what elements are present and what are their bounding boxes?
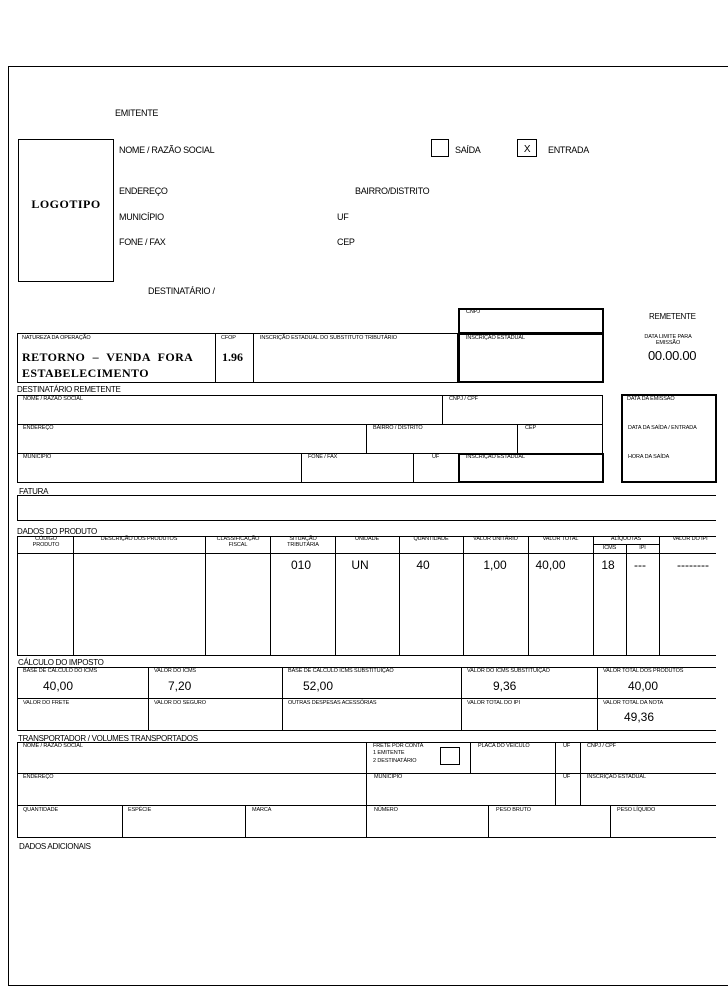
saida-checkbox[interactable] [431,139,449,157]
divider [555,742,556,805]
divider [488,805,489,838]
natureza-value-2: ESTABELECIMENTO [22,366,149,380]
dest-cnpj-label: CNPJ / CPF [449,396,478,402]
entrada-mark: X [523,144,531,155]
divider [461,667,462,731]
divider [282,667,283,731]
divider [73,536,74,656]
transp-marca-label: MARCA [252,807,272,813]
divider [122,805,123,838]
uf-label: UF [337,212,349,222]
document-frame [8,66,728,986]
transp-peso-bruto-label: PESO BRUTO [496,807,531,813]
row-ipi: --- [634,558,646,572]
ie-label: INSCRIÇÃO ESTADUAL [466,335,525,341]
total-ipi-label: VALOR TOTAL DO IPI [467,700,520,706]
dest-nome-label: NOME / RAZÃO SOCIAL [23,396,83,402]
transp-ie-label: INSCRIÇÃO ESTADUAL [587,774,646,780]
cep-label: CEP [337,237,355,247]
valor-icms-subst-value: 9,36 [493,679,517,693]
data-emissao-label: DATA DA EMISSÃO [627,396,675,402]
total-nota-value: 49,36 [624,710,655,724]
transp-nome-label: NOME / RAZÃO SOCIAL [23,743,83,749]
base-subst-value: 52,00 [303,679,334,693]
dest-endereco-label: ENDEREÇO [23,425,54,431]
hora-saida-label: HORA DA SAÍDA [628,454,670,460]
valor-icms-value: 7,20 [168,679,192,693]
row-icms: 18 [601,558,615,572]
row-valor-unitario: 1,00 [483,558,507,572]
col-icms: ICMS [602,545,617,551]
divider [245,805,246,838]
data-saida-label: DATA DA SAÍDA / ENTRADA [628,425,697,431]
dest-fone-label: FONE / FAX [308,454,338,460]
valor-icms-subst-label: VALOR DO ICMS SUBSTITUIÇÃO [467,668,550,674]
transp-uf-label: UF [563,743,571,749]
col-unidade: UNIDADE [354,536,380,542]
divider [335,536,336,656]
col-descricao: DESCRIÇÃO DOS PRODUTOS [100,536,178,542]
divider [463,536,464,656]
entrada-label: ENTRADA [548,145,589,155]
total-nota-label: VALOR TOTAL DA NOTA [603,700,664,706]
frete-label: VALOR DO FRETE [23,700,70,706]
row-unidade: UN [351,558,369,572]
divider [659,536,660,656]
divider [413,453,414,483]
cfop-label: CFOP [221,335,236,341]
dest-ie-label: INSCRIÇÃO ESTADUAL [466,454,525,460]
base-icms-label: BASE DE CÁLCULO DO ICMS [23,668,98,674]
total-produtos-label: VALOR TOTAL DOS PRODUTOS [603,668,684,674]
transp-numero-label: NÚMERO [374,807,398,813]
row-valor-ipi: -------- [677,558,709,572]
municipio-label: MUNICÍPIO [119,212,164,222]
divider [580,742,581,805]
placa-label: PLACA DO VEÍCULO [478,743,530,749]
frete-conta-2: 1 EMITENTE [373,750,405,756]
outras-label: OUTRAS DESPESAS ACESSÓRIAS [288,700,377,706]
dest-bairro-label: BAIRRO / DISTRITO [373,425,423,431]
imposto-section: CÁLCULO DO IMPOSTO [18,658,104,667]
destinatario-section: DESTINATÁRIO REMETENTE [17,385,121,394]
total-produtos-value: 40,00 [628,679,659,693]
logo-text: LOGOTIPO [31,197,101,211]
divider [301,453,302,483]
datas-box [621,394,717,483]
divider [148,667,149,731]
divider [270,536,271,656]
divider [366,742,367,838]
transp-peso-liquido-label: PESO LÍQUIDO [617,807,656,813]
cfop-value: 1.96 [222,350,243,364]
divider [593,536,594,656]
divider [215,333,216,383]
row-quantidade: 40 [416,558,430,572]
divider [597,667,598,731]
remetente-heading: REMETENTE [649,312,696,321]
col-valor-unitario: VALOR UNITÁRIO [473,536,518,542]
nome-razao-label: NOME / RAZÃO SOCIAL [119,145,215,155]
dest-cep-label: CEP [525,425,537,431]
transp-especie-label: ESPÉCIE [128,807,152,813]
row-situacao: 010 [290,558,312,572]
transp-endereco-label: ENDEREÇO [23,774,54,780]
dest-row-2 [17,424,603,454]
dest-row-1 [17,395,603,425]
base-icms-value: 40,00 [43,679,74,693]
adicionais-label: DADOS ADICIONAIS [19,842,91,851]
col-valor-total: VALOR TOTAL [542,536,579,542]
destinatario-heading: DESTINATÁRIO / [148,286,215,296]
natureza-label: NATUREZA DA OPERAÇÃO [22,335,91,341]
endereco-label: ENDEREÇO [119,186,168,196]
divider [517,424,518,454]
col-situacao: SITUAÇÃO TRIBUTÁRIA [287,536,319,548]
frete-checkbox[interactable] [440,747,460,765]
divider [253,333,254,383]
row-valor-total: 40,00 [535,558,566,572]
valor-icms-label: VALOR DO ICMS [154,668,196,674]
fone-label: FONE / FAX [119,237,166,247]
divider [442,395,443,425]
divider [17,553,716,554]
col-aliquotas: ALÍQUOTAS [610,536,642,542]
seguro-label: VALOR DO SEGURO [154,700,206,706]
produto-table [17,536,716,656]
saida-label: SAÍDA [455,145,481,155]
divider [205,536,206,656]
frete-conta-3: 2 DESTINATÁRIO [373,758,417,764]
natureza-value-1: RETORNO – VENDA FORA [22,350,194,364]
fatura-label: FATURA [19,487,49,496]
fatura-box [17,495,716,521]
transp-municipio-label: MUNICÍPIO [374,774,403,780]
produto-section: DADOS DO PRODUTO [17,527,97,536]
divider [366,424,367,454]
frete-conta-1: FRETE POR CONTA [373,743,424,749]
emitente-label: EMITENTE [115,108,159,118]
transp-uf2-label: UF [563,774,571,780]
col-ipi: IPI [639,545,646,551]
col-quantidade: QUANTIDADE [413,536,449,542]
transp-quantidade-label: QUANTIDADE [23,807,59,813]
divider [610,805,611,838]
col-codigo: CÓDIGO PRODUTO [32,536,60,548]
bairro-label: BAIRRO/DISTRITO [355,186,430,196]
dest-uf-label: UF [432,454,440,460]
col-valor-ipi: VALOR DO IPI [672,536,708,542]
divider [399,536,400,656]
transportador-section: TRANSPORTADOR / VOLUMES TRANSPORTADOS [18,734,198,743]
ie-subst-label: INSCRIÇÃO ESTADUAL DO SUBSTITUTO TRIBUTÁRIO [260,335,397,341]
transp-cnpj-label: CNPJ / CPF [587,743,616,749]
base-subst-label: BASE DE CÁLCULO ICMS SUBSTITUIÇÃO [288,668,394,674]
data-limite-value: 00.00.00 [648,348,697,363]
divider [17,698,716,699]
divider [470,742,471,773]
data-limite-label: DATA LIMITE PARA EMISSÃO [644,334,692,346]
divider [528,536,529,656]
imposto-table [17,667,716,731]
cnpj-label: CNPJ [466,309,480,315]
dest-municipio-label: MUNICÍPIO [23,454,52,460]
col-classificacao: CLASSIFICAÇÃO FISCAL [216,536,260,548]
